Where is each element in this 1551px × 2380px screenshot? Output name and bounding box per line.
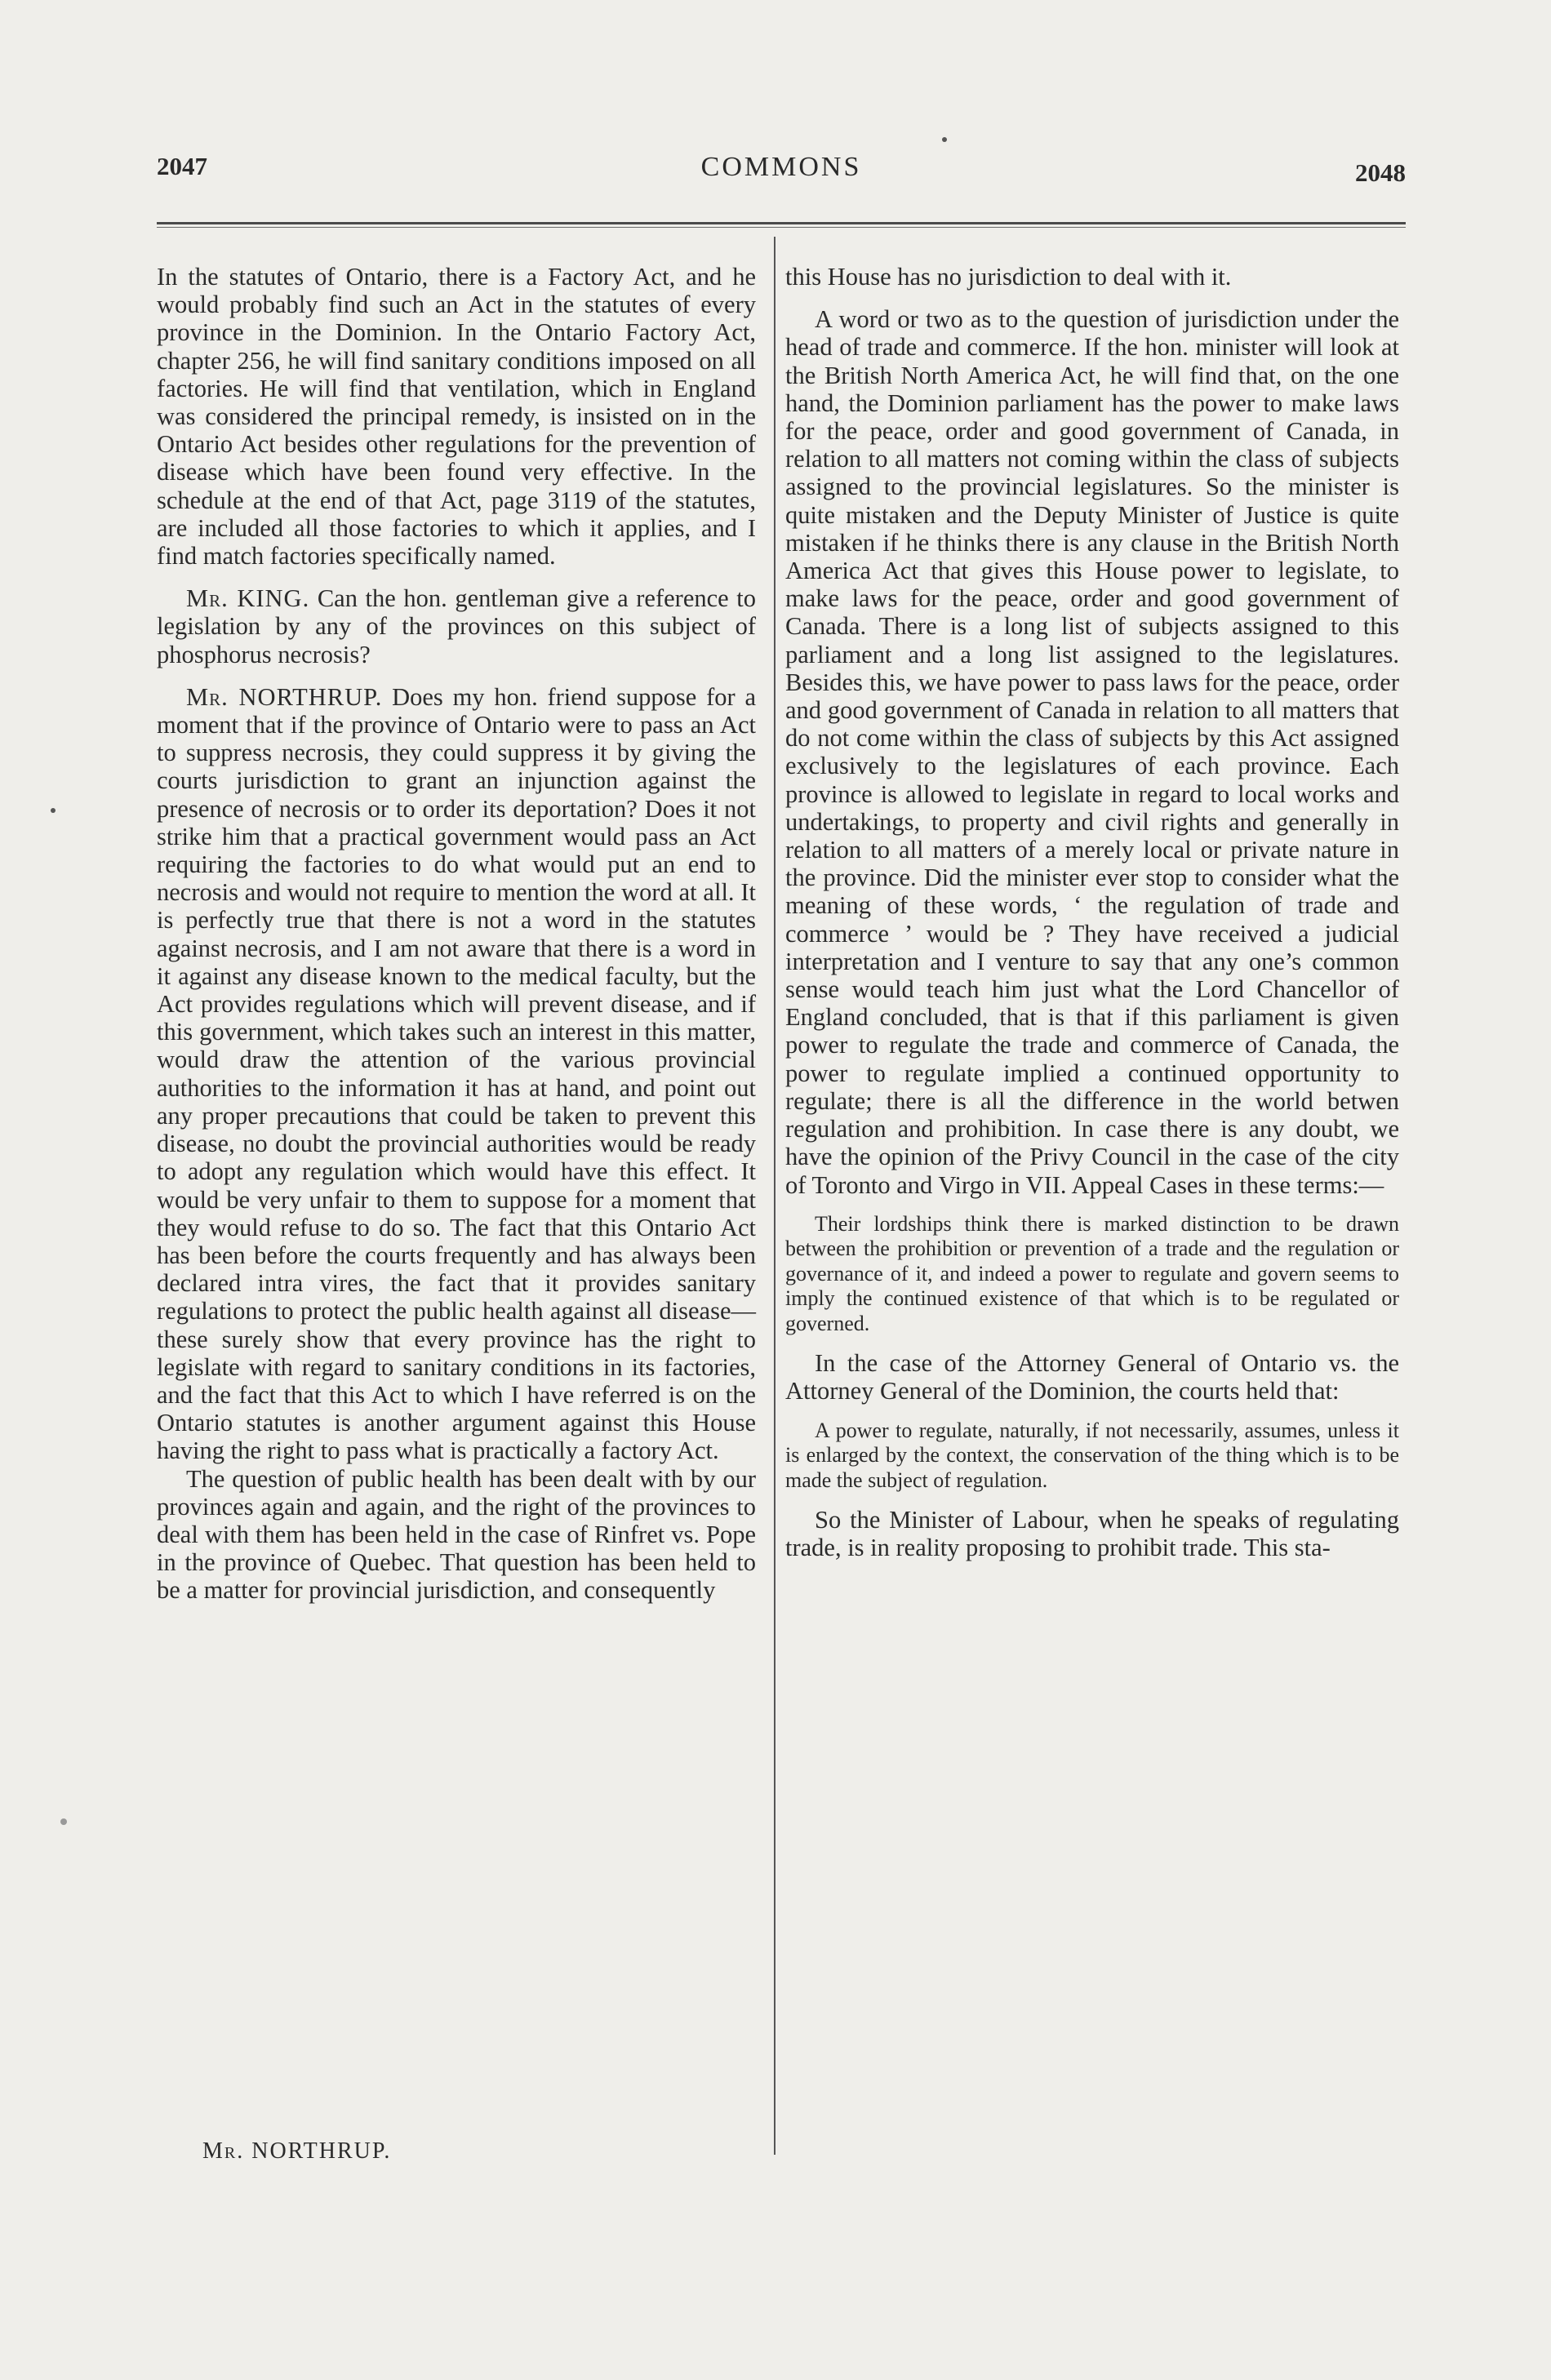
left-column (157, 263, 756, 1605)
speaker-name: Mr. KING. (186, 584, 310, 613)
header-rule (157, 222, 1406, 224)
block-quote: A power to regulate, naturally, if not necessarily, assumes, unless it is enlarged by the context, the conservation of the thing which is to be made the subject of regulation. (785, 1418, 1399, 1492)
paragraph: this House has no jurisdiction to deal with it. (785, 263, 1232, 291)
paragraph: In the case of the Attorney General of Ontario vs. the Attorney General of the Dominion, the courts held that: (785, 1349, 1399, 1405)
page-number-right: 2048 (1355, 158, 1406, 187)
speaker-name: Mr. NORTHRUP. (186, 682, 383, 711)
print-speck (51, 808, 56, 813)
paragraph: In the statutes of Ontario, there is a Factory Act, and he would probably find such an Act in the statutes of every province in the Dominion. In the Ontario Factory Act, chapter 256, he will find sanitary conditions imposed on all factories. He will find that ventilation, which in England was considered the principal remedy, is insisted on in the Ontario Act besides other regulations for the prevention of disease which have been found very effective. In the schedule at the end of that Act, page 3119 of the statutes, are included all those factories to which it applies, and I find match factories specifically named. (157, 263, 756, 571)
footer-speaker-name: Mr. NORTHRUP. (202, 2138, 392, 2164)
column-divider (774, 237, 776, 2155)
paragraph (157, 683, 756, 1465)
paragraph-text: Does my hon. friend suppose for a moment that if the province of Ontario were to pass an Act to suppress necrosis, they could suppress it by giving the courts jurisdiction to grant an injunction against the presence of necrosis or to order its deportation? Does it not strike him that a practical government would pass an Act requiring the factories to do what would put an end to necrosis and would not require to mention the word at all. It is perfectly true that there is not a word in the statutes against necrosis, and I am not aware that there is a word in it against any disease known to the medical faculty, but the Act provides regulations which will prevent disease, and if this government, which takes such an interest in this matter, would draw the attention of the various provincial authorities to the information it has at hand, and point out any proper precautions that could be taken to prevent this disease, no doubt the provincial authorities would be ready to adopt any regulation which would have this effect. It would be very unfair to them to suppose for a moment that they would refuse to do so. The fact that this Ontario Act has been before the courts frequently and has always been declared intra vires, the fact that it provides sanitary regulations to protect the public health against all disease—these surely show that every province has the right to legislate with regard to sanitary conditions in its factories, and the fact that this Act to which I have referred is on the Ontario statutes is another argument against this House having the right to pass what is practically a factory Act. (157, 682, 756, 1465)
paragraph: A word or two as to the question of jurisdiction under the head of trade and commerce. If the hon. minister will look at the British North America Act, he will find that, on the one hand, the Dominion parliament has the power to make laws for the peace, order and good government of Canada, in relation to all matters not coming within the class of subjects assigned to the provincial legislatures. So the minister is quite mistaken and the Deputy Minister of Justice is quite mistaken if he thinks there is any clause in the British North America Act that gives this House power to legislate, to make laws for the peace, order and good government of Canada. There is a long list of subjects assigned to this parliament and a long list assigned to the legislatures. Besides this, we have power to pass laws for the peace, order and good government of Canada in relation to all matters that do not come within the class of subjects by this Act assigned exclusively to the legislatures of each province. Each province is allowed to legislate in regard to local works and undertakings, to property and civil rights and generally in relation to all matters of a merely local or private nature in the province. Did the minister ever stop to consider what the meaning of these words, ‘ the regulation of trade and commerce ’ would be ? They have received a judicial interpretation and I venture to say that any one’s common sense would teach him just what the Lord Chancellor of England concluded, that is that if this parliament is given power to regulate the trade and commerce of Canada, the power to regulate implied a continued opportunity to regulate; there is all the difference in the world betwen regulation and prohibition. In case there is any doubt, we have the opinion of the Privy Council in the case of the city of Toronto and Virgo in VII. Appeal Cases in these terms:— (785, 305, 1399, 1199)
running-title: COMMONS (700, 152, 862, 182)
page-header (157, 152, 1406, 193)
header-rule-thin (157, 227, 1406, 228)
paragraph: The question of public health has been dealt with by our provinces again and again, and the right of the provinces to deal with them has been held in the case of Rinfret vs. Pope in the province of Quebec. That question has been held to be a matter for provincial jurisdiction, and consequently (157, 1464, 756, 1605)
page-number-left: 2047 (157, 152, 207, 180)
print-speck (942, 137, 947, 142)
print-speck (60, 1818, 67, 1825)
right-column (785, 263, 1399, 1562)
block-quote: Their lordships think there is marked distinction to be drawn between the prohibition or prevention of a trade and the regulation or governance of it, and indeed a power to regulate and govern seems to imply the continued existence of that which is to be regulated or governed. (785, 1211, 1399, 1335)
paragraph-text: Can the hon. gentleman give a reference to legislation by any of the provinces on this subject of phosphorus necrosis? (157, 584, 757, 668)
paragraph (157, 584, 756, 668)
paragraph: So the Minister of Labour, when he speaks of regulating trade, is in reality proposing to prohibit trade. This sta- (785, 1506, 1399, 1562)
